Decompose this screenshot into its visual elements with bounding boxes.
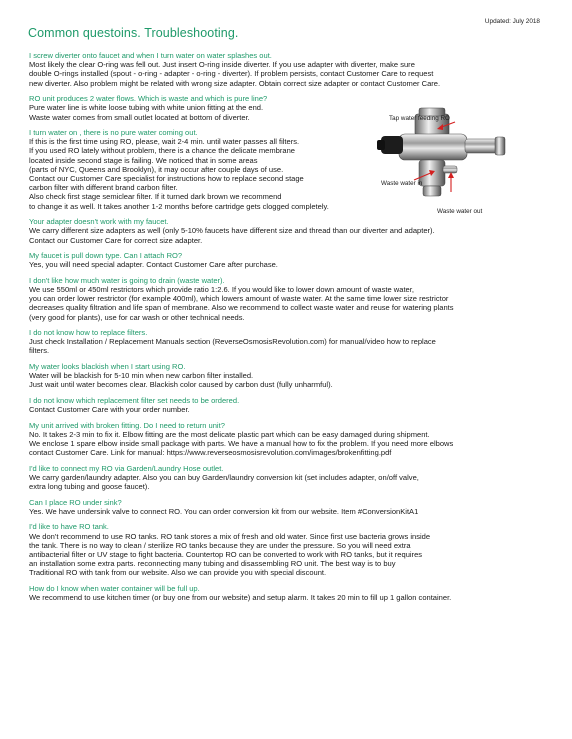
question-line: Your adapter doesn't work with my faucet. <box>29 217 169 227</box>
faq-question <box>29 498 555 507</box>
answer-line: to change it as well. It takes another 1-2 months before cartridge gets clogged completely. <box>29 201 329 211</box>
answer-line: Pure water line is white loose tubing with white union fitting at the end. <box>29 103 264 113</box>
faq-answer <box>29 593 555 602</box>
answer-line: We carry different size adapters as well (only 5-10% faucets have different size and thread than our diverter and adapter). <box>29 226 435 236</box>
answer-line: We carry garden/laundry adapter. Also you can buy Garden/laundry conversion kit (set includes adapter, on/off valve, <box>29 472 419 482</box>
faq-question <box>29 328 555 337</box>
answer-line: antibacterial filter or UV stage to fight bacteria. Countertop RO can be converted to work with RO tanks, but it requires <box>29 549 423 559</box>
answer-line: Just wait until water becomes clear. Blackish color caused by carbon dust (fully unharmful). <box>29 380 333 390</box>
answer-line: new diverter. Also problem might be related with wrong size adapter. Obtain correct size adapter or contact Customer Care. <box>29 78 441 88</box>
faq-item <box>29 362 555 390</box>
faq-question <box>29 421 555 430</box>
answer-line: Contact our Customer Care specialist for instructions how to replace second stage <box>29 174 304 184</box>
faq-question <box>29 522 555 531</box>
answer-line: Water will be blackish for 5-10 min when new carbon filter installed. <box>29 371 254 381</box>
answer-line: contact Customer Care. Link for manual: https://www.reverseosmosisrevolution.com/images/brokenfitting.pdf <box>29 448 392 458</box>
faq-answer <box>29 285 555 322</box>
faq-answer <box>29 532 555 578</box>
question-line: Can I place RO under sink? <box>29 497 122 507</box>
question-line: RO unit produces 2 water flows. Which is waste and which is pure line? <box>29 94 268 104</box>
question-line: I'd like to connect my RO via Garden/Laundry Hose outlet. <box>29 463 224 473</box>
faq-answer <box>29 226 555 244</box>
answer-line: Contact our Customer Care for correct size adapter. <box>29 235 203 245</box>
faq-answer <box>29 371 555 389</box>
answer-line: Waste water comes from small outlet located at bottom of diverter. <box>29 112 250 122</box>
answer-line: extra long tubing and goose faucet). <box>29 482 150 492</box>
diverter-diagram <box>377 106 537 224</box>
answer-line: Traditional RO with tank from our website. Also we can provide you with special discount. <box>29 568 327 578</box>
faq-item <box>29 584 555 602</box>
label-tap-water: Tap water feeding RO <box>389 115 450 122</box>
faq-question <box>29 276 555 285</box>
question-line: I turn water on , there is no pure water coming out. <box>29 128 198 138</box>
faq-item <box>29 421 555 458</box>
answer-line: Yes. We have undersink valve to connect RO. You can order conversion kit from our website. Item #ConversionKitA1 <box>29 506 419 516</box>
answer-line: Yes, you will need special adapter. Contact Customer Care after purchase. <box>29 260 278 270</box>
faq-item <box>29 251 555 269</box>
question-line: I screw diverter onto faucet and when I turn water on water splashes out. <box>29 51 272 60</box>
label-waste-in: Waste water in <box>381 180 423 187</box>
updated-date: Updated: July 2018 <box>484 18 540 25</box>
faq-item <box>29 522 555 577</box>
question-line: I do not know which replacement filter set needs to be ordered. <box>29 395 240 405</box>
answer-line: (parts of NYC, Queens and Brooklyn), it may occur after couple days of use. <box>29 164 284 174</box>
question-line: How do I know when water container will be full up. <box>29 583 200 593</box>
faq-answer <box>29 60 555 88</box>
answer-line: If this is the first time using RO, please, wait 2-4 min. until water passes all filters. <box>29 137 300 147</box>
faq-item <box>29 396 555 414</box>
faq-question <box>29 464 555 473</box>
question-line: I don't like how much water is going to drain (waste water). <box>29 275 225 285</box>
answer-line: If you used RO lately without problem, there is a chance the delicate membrane <box>29 146 295 156</box>
faq-question <box>29 362 555 371</box>
faq-answer <box>29 337 555 355</box>
answer-line: We use 550ml or 450ml restrictors which provide ratio 1:2.6. If you would like to lower down amount of waste water, <box>29 284 414 294</box>
answer-line: decreases quality filtration and life span of membrane. Also we recommend to collect waste water and reuse for watering plants <box>29 303 454 313</box>
faq-item <box>29 328 555 356</box>
faq-item <box>29 464 555 492</box>
faq-question <box>29 51 555 60</box>
answer-line: double O-rings installed (spout - o-ring - adapter - o-ring - diverter). If problem persists, contact Customer Care to request <box>29 69 434 79</box>
answer-line: you can order lower restrictor (for example 400ml), which lowers amount of waste water. At the same time lower size restrictor <box>29 294 449 304</box>
page-title: Common questoins. Troubleshooting. <box>28 26 239 40</box>
answer-line: Just check Installation / Replacement Manuals section (ReverseOsmosisRevolution.com) for manual/video how to replace <box>29 337 436 347</box>
faq-question <box>29 251 555 260</box>
question-line: I'd like to have RO tank. <box>29 522 109 532</box>
faq-answer <box>29 260 555 269</box>
answer-line: located inside second stage is failing. We noticed that in some areas <box>29 155 258 165</box>
answer-line: filters. <box>29 346 50 356</box>
question-line: I do not know how to replace filters. <box>29 328 148 338</box>
answer-line: the tank. There is no way to clean / sterilize RO tanks because they are under the pressure. So you will need extra <box>29 540 411 550</box>
answer-line: an installation some extra parts. reconnecting many tubing and disassembling RO unit. The best way is to buy <box>29 559 396 569</box>
question-line: My faucet is pull down type. Can I attach RO? <box>29 251 183 261</box>
faq-item <box>29 276 555 322</box>
faq-answer <box>29 473 555 491</box>
faq-question <box>29 584 555 593</box>
answer-line: carbon filter with different brand carbon filter. <box>29 183 178 193</box>
faq-item <box>29 51 555 88</box>
answer-line: Contact Customer Care with your order number. <box>29 405 190 415</box>
label-waste-out: Waste water out <box>437 208 483 215</box>
answer-line: No. It takes 2-3 min to fix it. Elbow fitting are the most delicate plastic part which can be easy damaged during shipment. <box>29 429 430 439</box>
faq-answer <box>29 430 555 458</box>
faq-answer <box>29 507 555 516</box>
diverter-photo <box>377 106 537 224</box>
answer-line: (very good for plants), use for car wash or other technical needs. <box>29 312 245 322</box>
answer-line: Most likely the clear O-ring was fell out. Just insert O-ring inside diverter. If you use adapter with diverter, make sure <box>29 60 415 70</box>
faq-answer <box>29 405 555 414</box>
answer-line: We recommend to use kitchen timer (or buy one from our website) and setup alarm. It takes 20 min to fill up 1 gallon container. <box>29 593 452 603</box>
answer-line: We enclose 1 spare elbow inside small package with parts. We have a manual how to fix the problem. If you need more elbows <box>29 438 454 448</box>
question-line: My unit arrived with broken fitting. Do I need to return unit? <box>29 420 225 430</box>
faq-question <box>29 94 555 103</box>
answer-line: Also check first stage semiclear filter. If it turned dark brown we recommend <box>29 192 282 202</box>
faq-question <box>29 396 555 405</box>
question-line: My water looks blackish when I start using RO. <box>29 361 186 371</box>
faq-item <box>29 498 555 516</box>
answer-line: We don't recommend to use RO tanks. RO tank stores a mix of fresh and old water. Since first use bacteria grows inside <box>29 531 431 541</box>
